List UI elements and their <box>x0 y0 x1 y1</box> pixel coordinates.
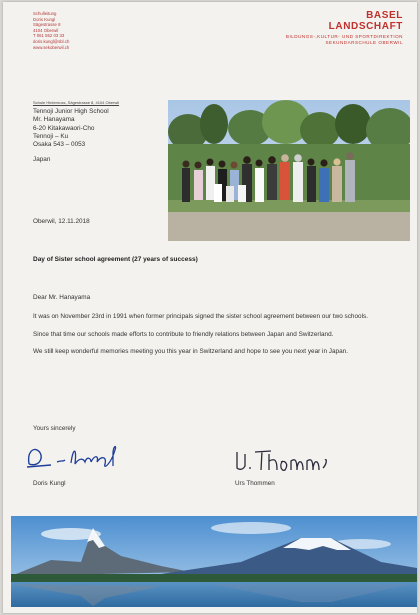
logo-word-basel: BASEL <box>366 10 403 21</box>
sender-line: 4104 Oberwil <box>33 27 59 33</box>
letter-date: Oberwil, 12.11.2018 <box>33 218 90 225</box>
greeting: Dear Mr. Hanayama <box>33 294 91 301</box>
sender-line: Sägestrasse 8 <box>33 22 61 28</box>
logo-school: SEKUNDARSCHULE OBERWIL <box>325 40 403 45</box>
group-photo <box>168 100 410 241</box>
letter-body <box>33 294 403 366</box>
body-paragraph: Since that time our schools made efforts to contribute to friendly relations between Japan and Switzerland. <box>33 330 334 338</box>
return-address: Schule Hinternuss, Sägestrasse 8, 4104 Oberwil <box>33 100 120 105</box>
recipient-line: Mr. Hanayama <box>33 116 75 124</box>
sender-block <box>33 11 69 50</box>
signature-doris-kungl <box>21 434 131 474</box>
logo-department: BILDUNGS-,KULTUR- UND SPORTDIREKTION <box>285 34 403 39</box>
mountain-panorama-image <box>11 516 417 607</box>
closing-phrase: Yours sincerely <box>33 425 76 432</box>
sender-line: Schulleitung <box>33 11 57 16</box>
logo-word-landschaft: LANDSCHAFT <box>328 21 403 32</box>
letter-subject: Day of Sister school agreement (27 years of success) <box>33 256 198 263</box>
canton-logo <box>203 10 403 46</box>
body-paragraph: It was on November 23rd in 1991 when former principals signed the sister school agreement between our two schools. <box>33 313 368 321</box>
sender-line: www.sekoberwil.ch <box>33 44 70 50</box>
recipient-line: Osaka 543 – 0053 <box>33 141 86 149</box>
signatory-name: Doris Kungl <box>33 480 66 487</box>
signatory-name: Urs Thommen <box>235 480 275 487</box>
sender-line: doris.kungl@sbl.ch <box>33 38 70 44</box>
recipient-line: Tennoji Junior High School <box>33 108 109 115</box>
sender-line: T 061 552 03 33 <box>33 33 65 39</box>
body-paragraph: We still keep wonderful memories meeting you this year in Switzerland and hope to see you next year in Japan. <box>33 348 348 356</box>
sender-line: Doris Kungl <box>33 16 56 22</box>
signature-urs-thommen <box>231 442 331 476</box>
recipient-country: Japan <box>33 156 51 164</box>
recipient-address <box>33 108 109 165</box>
recipient-line: Tennoji – Ku <box>33 132 69 140</box>
recipient-line: 6-20 Kitakawaori-Cho <box>33 124 95 132</box>
letter-page <box>3 2 417 613</box>
